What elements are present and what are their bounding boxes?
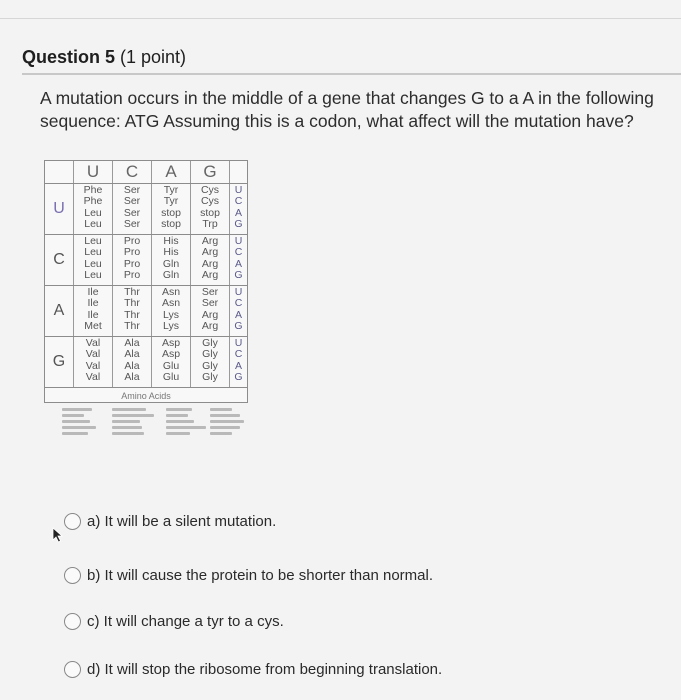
amino-acid: Val [85,348,101,361]
amino-acid: Thr [124,286,140,298]
codon-cell [152,184,191,234]
title-divider [22,73,681,75]
amino-acid: stop [200,206,220,219]
question-title [22,47,186,68]
amino-acid: Pro [123,257,141,270]
amino-acid: Thr [124,308,140,321]
option-d-label: d) It will stop the ribosome from beginning translation. [87,661,443,678]
amino-acid: Ile [87,286,99,298]
top-rule [0,18,681,19]
amino-acid: Ala [124,337,140,349]
codon-cell [191,286,230,336]
amino-acid: Gly [202,337,218,349]
codon-cell [113,184,152,234]
codon-cell [191,337,230,387]
codon-cell [191,184,230,234]
third-base-label: C [234,348,243,361]
amino-acid: His [163,246,179,259]
third-base-label: G [234,218,243,231]
amino-acid: Phe [83,195,103,208]
codon-table [44,160,248,403]
third-base-column [230,235,247,285]
radio-option-b[interactable] [64,567,81,584]
amino-acid: Lys [163,308,179,321]
amino-acid: Asp [161,337,181,349]
amino-acid: Gly [202,359,218,372]
amino-acid: Ala [124,371,140,384]
amino-acid: Val [85,359,101,372]
third-base-label: A [234,257,242,270]
third-base-column [230,337,247,387]
codon-cell [74,184,113,234]
amino-acid: Ala [124,348,140,361]
first-base-label: U [45,184,74,234]
amino-acid: Arg [201,235,219,247]
radio-option-d[interactable] [64,661,81,678]
second-base-c: C [113,161,152,183]
question-stem: A mutation occurs in the middle of a gene that changes G to a A in the following sequence: ATG Assuming this is a codon, what affect will the mutation have? [40,88,654,131]
third-base-label: C [234,297,243,310]
codon-table-body [45,184,247,388]
amino-acid: Trp [202,218,218,231]
amino-acid: Ser [201,297,219,310]
codon-block-u [45,184,247,235]
third-base-label: G [234,320,243,333]
amino-acid: Arg [201,269,219,282]
third-base-column [230,184,247,234]
codon-cell [113,235,152,285]
amino-acid: Gly [202,348,218,361]
third-base-label: A [234,359,242,372]
first-base-label: A [45,286,74,336]
amino-acid: Pro [123,269,141,282]
third-base-label: U [234,337,243,349]
amino-acid: stop [161,218,181,231]
third-base-label: U [234,286,243,298]
amino-acid: Arg [201,257,219,270]
amino-acid: Leu [84,269,102,282]
amino-acid: Ala [124,359,140,372]
amino-acid: Cys [200,195,220,208]
amino-acid: Arg [201,320,219,333]
amino-acid: Phe [83,184,103,196]
third-base-label: A [234,308,242,321]
first-base-label: G [45,337,74,387]
codon-cell [74,286,113,336]
amino-acid: Gly [202,371,218,384]
question-points: (1 point) [115,47,187,67]
amino-acid: Lys [163,320,179,333]
second-base-u: U [74,161,113,183]
third-base-label: U [234,235,243,247]
third-base-label: A [234,206,242,219]
amino-acid: Glu [162,359,180,372]
amino-acid-legend [62,408,262,440]
codon-cell [113,337,152,387]
amino-acid: Glu [162,371,180,384]
amino-acid: Tyr [163,195,179,208]
codon-block-g [45,337,247,388]
amino-acid: Ser [123,206,141,219]
third-base-label: C [234,246,243,259]
option-c-label: c) It will change a tyr to a cys. [87,613,284,630]
amino-acid: Gln [162,257,180,270]
codon-table-footer: Amino Acids [121,391,171,401]
amino-acid: Leu [84,218,102,231]
amino-acid: Met [84,320,102,333]
amino-acid: Ile [87,297,99,310]
amino-acid: Leu [84,257,102,270]
codon-block-c [45,235,247,286]
amino-acid: Leu [84,206,102,219]
amino-acid: His [163,235,179,247]
codon-cell [113,286,152,336]
option-b[interactable] [64,567,433,584]
first-base-label: C [45,235,74,285]
amino-acid: Asn [161,297,181,310]
amino-acid: Ser [123,218,141,231]
codon-cell [152,337,191,387]
codon-cell [74,235,113,285]
amino-acid: Leu [84,246,102,259]
codon-cell [74,337,113,387]
amino-acid: Leu [84,235,102,247]
amino-acid: Val [85,337,101,349]
codon-cell [152,286,191,336]
amino-acid: Val [85,371,101,384]
amino-acid: Thr [124,297,140,310]
amino-acid: Asp [161,348,181,361]
amino-acid: Ser [123,184,141,196]
amino-acid: Pro [123,235,141,247]
amino-acid: Asn [161,286,181,298]
second-base-a: A [152,161,191,183]
codon-cell [191,235,230,285]
amino-acid: Ser [201,286,219,298]
amino-acid: Ser [123,195,141,208]
option-d[interactable] [64,661,442,678]
amino-acid: Cys [200,184,220,196]
option-c[interactable] [64,613,284,630]
third-base-label: U [234,184,243,196]
question-number: Question 5 [22,47,116,67]
amino-acid: Thr [124,320,140,333]
radio-option-c[interactable] [64,613,81,630]
amino-acid: Ile [87,308,99,321]
second-base-g: G [191,161,230,183]
codon-cell [152,235,191,285]
radio-option-a[interactable] [64,513,81,530]
third-base-label: C [234,195,243,208]
mouse-cursor-icon [52,527,64,543]
third-base-label: G [234,269,243,282]
amino-acid: Arg [201,246,219,259]
option-a[interactable] [64,513,276,530]
codon-table-header [45,161,247,184]
amino-acid: Gln [162,269,180,282]
option-b-label: b) It will cause the protein to be shorter than normal. [87,567,434,584]
codon-block-a [45,286,247,337]
amino-acid: Tyr [163,184,179,196]
third-base-column [230,286,247,336]
amino-acid: Pro [123,246,141,259]
third-base-label: G [234,371,243,384]
option-a-label: a) It will be a silent mutation. [87,513,277,530]
amino-acid: Arg [201,308,219,321]
amino-acid: stop [161,206,181,219]
